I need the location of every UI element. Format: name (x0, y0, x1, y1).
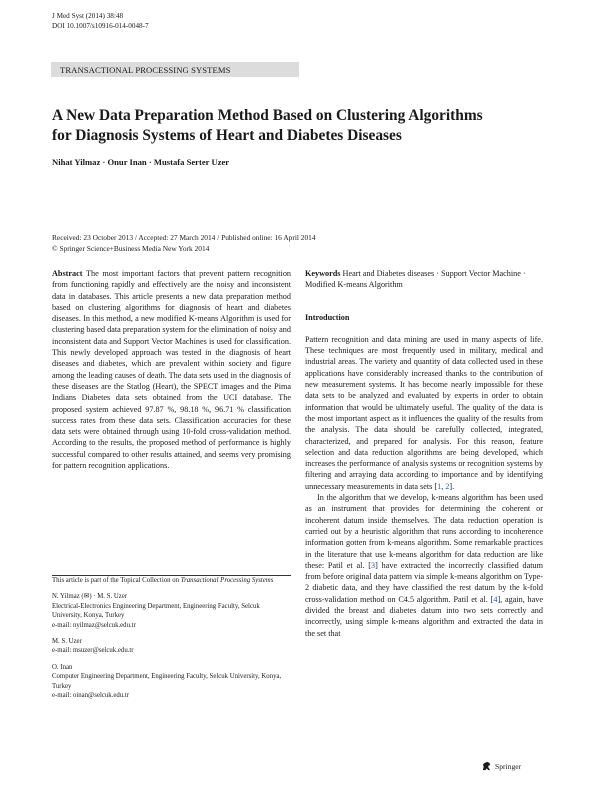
paragraph-text: Pattern recognition and data mining are used in many aspects of life. These techniques are most frequently used in military, medical and industrial areas. The variety and quantity of data collected used in these applications have considerably increased thanks to the contribution of new measurement systems. It has become nearly impossible for these data sets to be analyzed and evaluated by experts in order to obtain information that would be ultimately useful. The quality of the data is the most important aspect as it influences the quality of the results from the analysis. The data should be carefully collected, integrated, characterized, and prepared for analysis. For this reason, feature selection and data reduction algorithms are being developed, which increases the performance of analysis systems or recognition systems by filtering and arraying data according to importance and by identifying unnecessary measurements in data sets [ (305, 334, 543, 491)
affiliation-names: M. S. Uzer (52, 638, 82, 646)
citation-link-1[interactable]: 1 (437, 481, 442, 491)
citation-link-2[interactable]: 2 (445, 481, 450, 491)
affiliation-email[interactable]: e-mail: msuzer@selcuk.edu.tr (52, 647, 134, 655)
received-dates: Received: 23 October 2013 / Accepted: 27 March 2014 / Published online: 16 April 2014 (52, 233, 316, 242)
affiliation-names: O. Inan (52, 663, 73, 671)
abstract-label: Abstract (52, 269, 83, 278)
abstract-column (52, 268, 291, 471)
affiliation-email[interactable]: e-mail: nyilmaz@selcuk.edu.tr (52, 621, 136, 629)
affiliation-1 (52, 592, 291, 630)
abstract (52, 268, 291, 471)
paragraph-text: ] have extracted the incorrectly classified datum from before original data pattern via simple k-means algorithm on Type-2 diabetic data, and they have classified the rest datum by the k-fold cross-validation method on C4.5 algorithm. Patil et al. [ (305, 560, 544, 604)
keywords (305, 268, 543, 291)
topical-collection-name: Transactional Processing Systems (180, 577, 274, 584)
doi: DOI 10.1007/s10916-014-0048-7 (52, 22, 149, 30)
affiliation-address: Computer Engineering Department, Engineering Faculty, Selcuk University, Konya, Turkey (52, 673, 282, 690)
topical-prefix: This article is part of the Topical Collection on (52, 577, 181, 584)
affiliation-address: Electrical-Electronics Engineering Department, Engineering Faculty, Selcuk University, Konya, Turkey (52, 602, 260, 620)
introduction-paragraph-2 (305, 492, 543, 639)
publication-dates (52, 232, 316, 254)
title-line-1: A New Data Preparation Method Based on Clustering Algorithms (52, 107, 483, 124)
section-label: TRANSACTIONAL PROCESSING SYSTEMS (60, 64, 231, 75)
introduction-paragraph-1 (305, 334, 543, 492)
introduction-heading: Introduction (305, 312, 350, 322)
springer-horse-icon (481, 761, 492, 772)
affiliation-2 (52, 637, 291, 656)
body-column (305, 268, 543, 639)
author-list: Nihat Yilmaz · Onur Inan · Mustafa Serter Uzer (52, 157, 230, 167)
citation-link-3[interactable]: 3 (370, 560, 376, 570)
section-banner (51, 62, 299, 77)
citation-separator: , (441, 481, 446, 491)
publisher-name: Springer (495, 762, 522, 771)
affiliations (52, 592, 291, 700)
affiliation-email[interactable]: e-mail: oinan@selcuk.edu.tr (52, 692, 130, 700)
paragraph-text: ], again, have divided the breast and diabetes datum into two sets correctly and incorrectly, using simple k-means algorithm and extracted the data in the set that (305, 594, 543, 638)
paper-title (52, 106, 552, 146)
title-line-2: for Diagnosis Systems of Heart and Diabetes Diseases (52, 127, 402, 144)
keywords-label: Keywords (305, 269, 341, 278)
abstract-text: The most important factors that prevent pattern recognition from functioning rapidly and effectively are the noisy and inconsistent data in databases. This article presents a new data preparation method based on clustering algorithms for diagnosis of heart and diabetes diseases. In this method, a new modified K-means Algorithm is used for clustering based data preparation system for the elimination of noisy and inconsistent data and Support Vector Machines is used for classification. This newly developed approach was tested in the diagnosis of heart diseases and diabetes, which are prevalent within society and figure among the leading causes of death. The data sets used in the diagnosis of these diseases are the Statlog (Heart), the SPECT images and the Pima Indians Diabetes data sets obtained from the UCI database. The proposed system achieved 97.87 %, 98.18 %, 96.71 % classification success rates from these data sets. Classification accuracies for these data sets were obtained through using 10-fold cross-validation method. According to the results, the proposed method of performance is highly successful compared to other results attained, and seems very promising for pattern recognition applications. (52, 269, 292, 471)
journal-citation: J Med Syst (2014) 38:48 (52, 12, 124, 20)
paragraph-text: In the algorithm that we develop, k-means algorithm has been used as an instrument that provides for determining the coherent or incoherent datum inside themselves. The data reduction operation is carried out by a heuristic algorithm that runs according to incoherence information gotten from k-means algorithm. Some remarkable practices in the literature that use k-means algorithm for data reduction are like these: Patil et al. [ (305, 493, 543, 570)
keywords-text: Heart and Diabetes diseases · Support Vector Machine · Modified K-means Algorithm (305, 269, 526, 290)
affiliation-3 (52, 663, 291, 701)
copyright-line: © Springer Science+Business Media New York 2014 (52, 244, 210, 253)
footnote-block (52, 576, 291, 707)
topical-collection-note (52, 576, 291, 585)
publisher-logo (481, 761, 521, 772)
citation-link-4[interactable]: 4 (493, 594, 498, 604)
journal-info (52, 11, 149, 31)
affiliation-names: N. Yilmaz (✉) · M. S. Uzer (52, 593, 128, 601)
citation-close: ]. (449, 481, 455, 491)
